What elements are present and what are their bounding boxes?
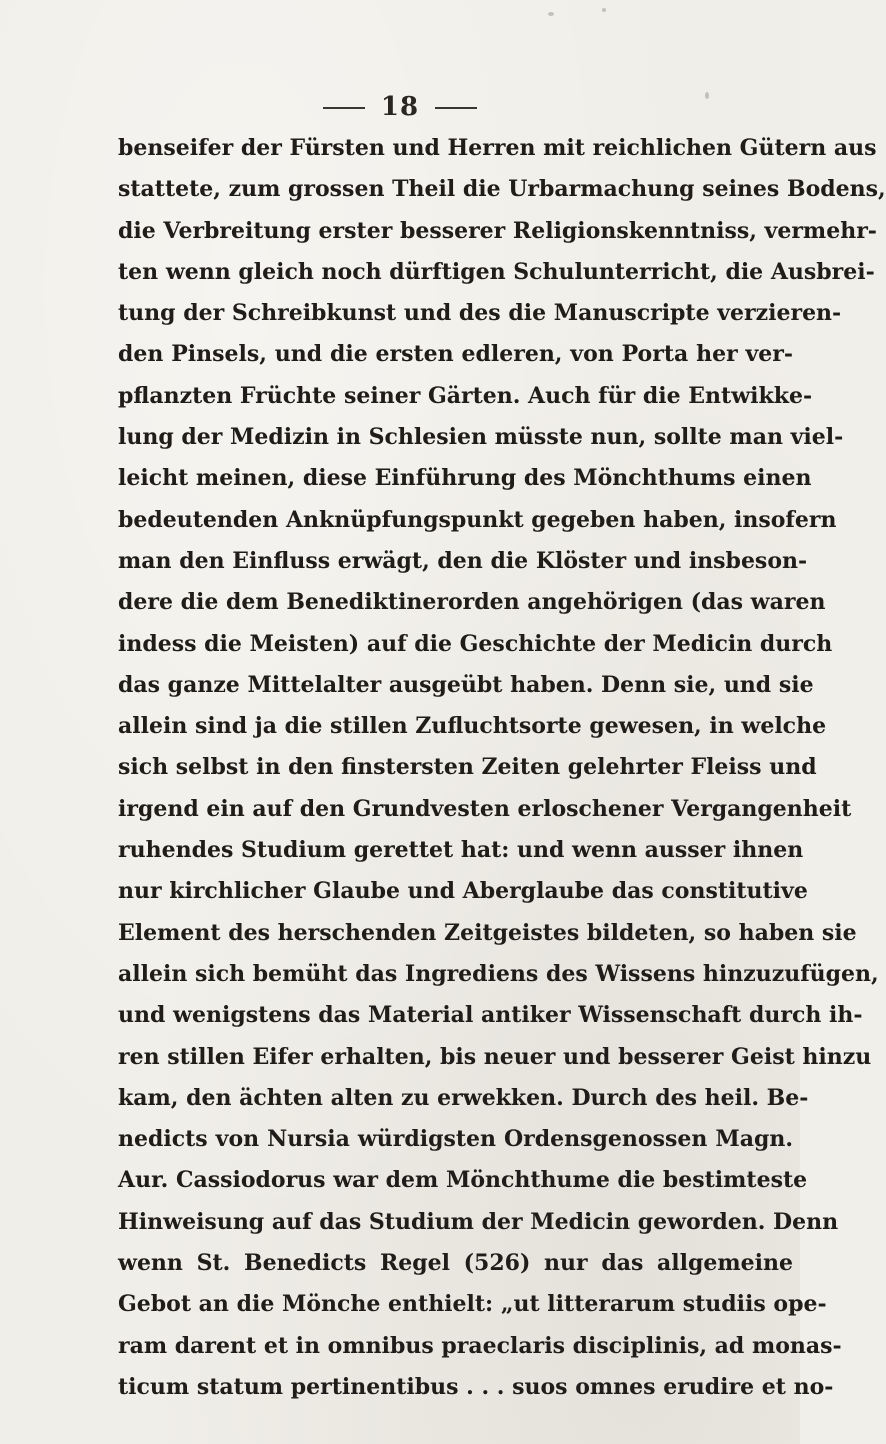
text-line: wenn St. Benedicts Regel (526) nur das allgemeine bbox=[118, 1250, 793, 1277]
ink-smudge bbox=[548, 12, 554, 16]
text-line: allein sich bemüht das Ingrediens des Wissens hinzuzufügen, bbox=[118, 960, 879, 987]
text-line: Hinweisung auf das Studium der Medicin geworden. Denn bbox=[118, 1208, 839, 1235]
text-line: stattete, zum grossen Theil die Urbarmachung seines Bodens, bbox=[118, 176, 886, 203]
text-line: indess die Meisten) auf die Geschichte der Medicin durch bbox=[118, 630, 833, 657]
text-line: nedicts von Nursia würdigsten Ordensgenossen Magn. bbox=[118, 1126, 793, 1153]
text-line: ruhendes Studium gerettet hat: und wenn ausser ihnen bbox=[118, 837, 804, 864]
text-line: lung der Medizin in Schlesien müsste nun, sollte man viel- bbox=[118, 424, 844, 451]
text-line: die Verbreitung erster besserer Religionskenntniss, vermehr- bbox=[118, 217, 877, 244]
text-line: sich selbst in den finstersten Zeiten gelehrter Fleiss und bbox=[118, 754, 817, 781]
text-line: und wenigstens das Material antiker Wissenschaft durch ih- bbox=[118, 1002, 863, 1029]
text-line: benseifer der Fürsten und Herren mit reichlichen Gütern aus bbox=[118, 135, 877, 161]
text-line: ticum statum pertinentibus . . . suos omnes erudire et no- bbox=[118, 1373, 834, 1400]
text-line: das ganze Mittelalter ausgeübt haben. Denn sie, und sie bbox=[118, 671, 814, 698]
page-number: 18 bbox=[380, 92, 420, 122]
text-line: nur kirchlicher Glaube und Aberglaube das constitutive bbox=[118, 878, 808, 905]
header-dash-left bbox=[323, 107, 365, 109]
text-line: bedeutenden Anknüpfungspunkt gegeben haben, insofern bbox=[118, 506, 837, 533]
text-line: Aur. Cassiodorus war dem Mönchthume die bestimteste bbox=[118, 1167, 808, 1194]
text-line: dere die dem Benediktinerorden angehörigen (das waren bbox=[118, 589, 826, 616]
text-line: Element des herschenden Zeitgeistes bildeten, so haben sie bbox=[118, 919, 857, 946]
text-line: irgend ein auf den Grundvesten erloschener Vergangenheit bbox=[118, 795, 852, 822]
text-line: man den Einfluss erwägt, den die Klöster und insbeson- bbox=[118, 547, 808, 574]
body-text bbox=[118, 128, 886, 1408]
text-line: den Pinsels, und die ersten edleren, von Porta her ver- bbox=[118, 341, 793, 368]
text-line: ten wenn gleich noch dürftigen Schulunterricht, die Ausbrei- bbox=[118, 258, 875, 285]
text-line: allein sind ja die stillen Zufluchtsorte gewesen, in welche bbox=[118, 713, 827, 740]
text-line: ram darent et in omnibus praeclaris disciplinis, ad monas- bbox=[118, 1332, 842, 1359]
text-line: leicht meinen, diese Einführung des Mönchthums einen bbox=[118, 465, 812, 492]
header-dash-right bbox=[435, 107, 477, 109]
text-line: tung der Schreibkunst und des die Manuscripte verzieren- bbox=[118, 300, 842, 327]
text-line: pflanzten Früchte seiner Gärten. Auch für die Entwikke- bbox=[118, 382, 813, 409]
text-line: ren stillen Eifer erhalten, bis neuer und besserer Geist hinzu bbox=[118, 1043, 872, 1070]
text-line: Gebot an die Mönche enthielt: „ut litterarum studiis ope- bbox=[118, 1291, 827, 1318]
page-header bbox=[0, 92, 800, 122]
ink-smudge bbox=[602, 8, 606, 12]
text-line: kam, den ächten alten zu erwekken. Durch des heil. Be- bbox=[118, 1084, 809, 1111]
